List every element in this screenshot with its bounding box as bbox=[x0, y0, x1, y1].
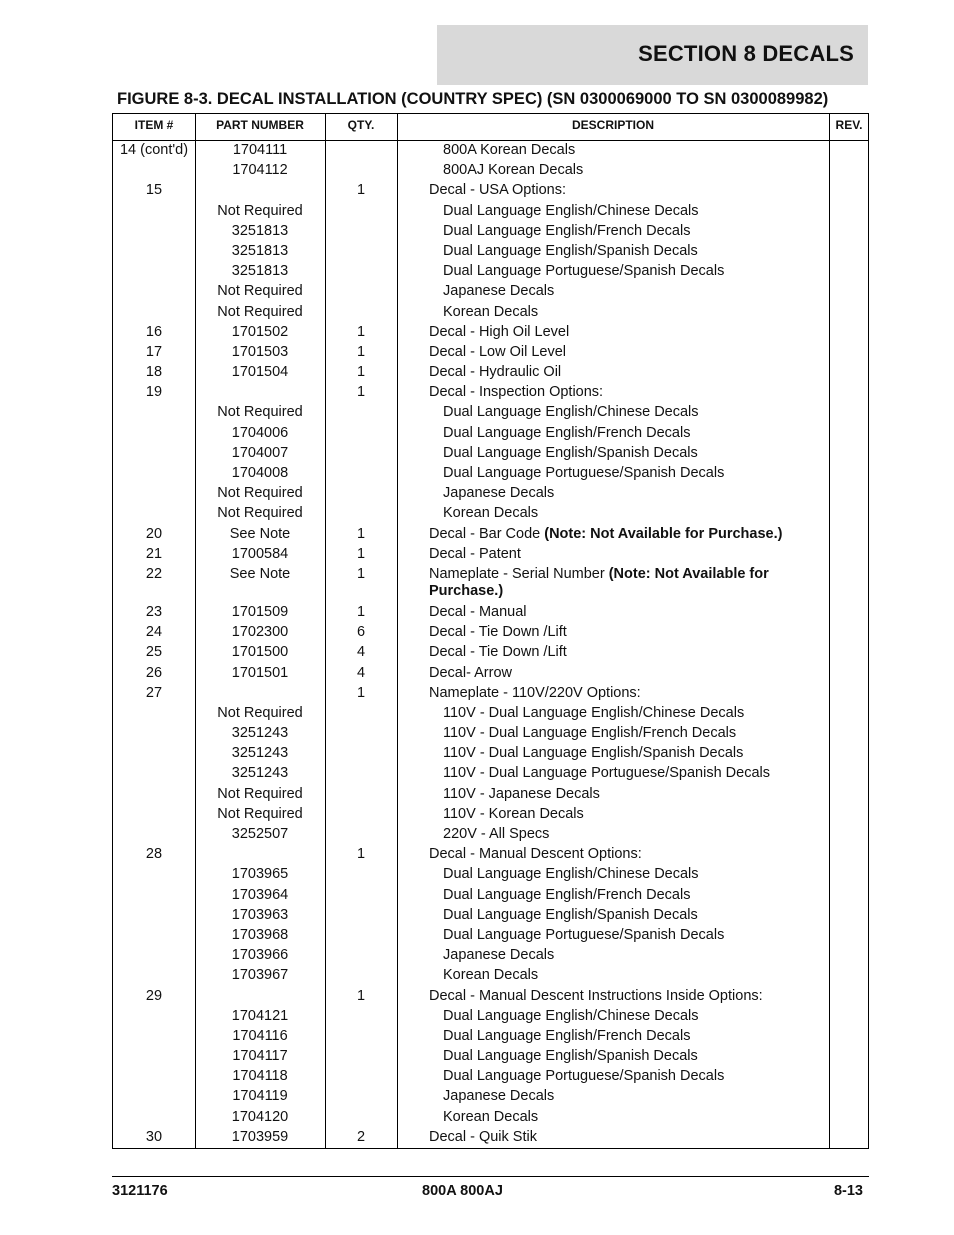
table-row bbox=[113, 987, 868, 1007]
table-row bbox=[113, 664, 868, 684]
part-number: Not Required bbox=[217, 283, 303, 300]
table-row bbox=[113, 545, 868, 565]
description bbox=[443, 464, 843, 483]
table-row bbox=[113, 383, 868, 403]
part-number: 1703959 bbox=[231, 1128, 289, 1145]
table-row bbox=[113, 161, 868, 181]
footer-model: 800A 800AJ bbox=[422, 1183, 503, 1199]
part-number: 3251243 bbox=[231, 725, 289, 742]
table-row bbox=[113, 785, 868, 805]
part-number: 1704112 bbox=[232, 162, 288, 179]
description-text: Decal - Manual Descent Instructions Inside Options: bbox=[429, 987, 763, 1004]
table-row bbox=[113, 1047, 868, 1067]
part-number: 1701502 bbox=[231, 323, 289, 340]
table-row bbox=[113, 845, 868, 865]
section-banner bbox=[437, 25, 868, 85]
table-row bbox=[113, 865, 868, 885]
description-text: 800A Korean Decals bbox=[443, 142, 576, 158]
table-row bbox=[113, 504, 868, 524]
description bbox=[429, 323, 829, 342]
part-number: 1703965 bbox=[231, 866, 289, 883]
description bbox=[429, 525, 829, 544]
part-number: 3251243 bbox=[231, 745, 289, 762]
part-number: 3251813 bbox=[231, 263, 289, 280]
table-row bbox=[113, 926, 868, 946]
description bbox=[443, 946, 843, 965]
description-text: Dual Language Portuguese/Spanish Decals bbox=[443, 465, 725, 481]
table-row bbox=[113, 242, 868, 262]
table-row bbox=[113, 403, 868, 423]
description-text: 110V - Japanese Decals bbox=[443, 785, 600, 802]
part-number: 1701504 bbox=[231, 364, 289, 381]
part-number: 1704119 bbox=[232, 1088, 288, 1105]
description bbox=[443, 1087, 843, 1106]
description bbox=[443, 504, 843, 523]
description-text: Dual Language English/Chinese Decals bbox=[443, 866, 699, 883]
description bbox=[443, 825, 843, 844]
description-text: Decal - Tie Down /Lift bbox=[429, 624, 567, 641]
table-row bbox=[113, 565, 868, 603]
description-text: Decal - USA Options: bbox=[429, 182, 566, 199]
part-number: 3252507 bbox=[231, 826, 289, 842]
description-text: Dual Language English/French Decals bbox=[443, 886, 691, 903]
item-number: 25 bbox=[145, 644, 163, 661]
header-item: ITEM # bbox=[134, 118, 174, 132]
table-row bbox=[113, 323, 868, 343]
part-number: Not Required bbox=[217, 805, 303, 822]
table-row bbox=[113, 684, 868, 704]
description-text: Decal - Hydraulic Oil bbox=[429, 364, 562, 381]
part-number: Not Required bbox=[217, 485, 303, 502]
description bbox=[443, 262, 843, 281]
part-number: 1701500 bbox=[231, 644, 289, 661]
part-number: 1704111 bbox=[232, 142, 288, 158]
figure-title: FIGURE 8-3. DECAL INSTALLATION (COUNTRY SPEC) (SN 0300069000 TO SN 0300089982) bbox=[117, 90, 829, 108]
description-text: Decal - Inspection Options: bbox=[429, 384, 604, 401]
table-row bbox=[113, 966, 868, 986]
description bbox=[429, 623, 829, 642]
item-number: 24 bbox=[145, 624, 163, 641]
description bbox=[443, 202, 843, 221]
part-number: See Note bbox=[229, 525, 291, 542]
description bbox=[443, 724, 843, 743]
part-number: 3251243 bbox=[231, 765, 289, 782]
item-number: 26 bbox=[145, 664, 163, 681]
item-number: 30 bbox=[145, 1128, 163, 1145]
item-number: 29 bbox=[145, 987, 163, 1004]
description-text: Decal - Patent bbox=[429, 545, 521, 562]
part-number: Not Required bbox=[217, 704, 303, 721]
quantity: 1 bbox=[356, 182, 366, 199]
description bbox=[443, 484, 843, 503]
description bbox=[443, 744, 843, 763]
description-text: Dual Language English/Spanish Decals bbox=[443, 1048, 698, 1065]
description-text: Japanese Decals bbox=[443, 947, 555, 964]
part-number: 1704120 bbox=[231, 1108, 289, 1125]
description-text: Nameplate - 110V/220V Options: bbox=[429, 684, 641, 701]
description bbox=[429, 1128, 829, 1147]
quantity: 1 bbox=[356, 846, 366, 863]
description bbox=[443, 222, 843, 241]
item-number: 16 bbox=[145, 323, 163, 340]
header-part-number: PART NUMBER bbox=[216, 118, 304, 132]
description-note: (Note: Not Available for Purchase.) bbox=[429, 565, 769, 600]
part-number: 1704008 bbox=[231, 465, 289, 481]
description bbox=[443, 303, 843, 322]
part-number: 1704007 bbox=[231, 444, 289, 461]
description-text: 110V - Korean Decals bbox=[443, 805, 584, 822]
description bbox=[443, 1027, 843, 1046]
description bbox=[443, 141, 843, 160]
table-row bbox=[113, 262, 868, 282]
description bbox=[429, 363, 829, 382]
part-number: See Note bbox=[229, 565, 291, 582]
description-text: Dual Language Portuguese/Spanish Decals bbox=[443, 263, 725, 280]
header-rev: REV. bbox=[835, 118, 863, 132]
description bbox=[429, 643, 829, 662]
table-row bbox=[113, 181, 868, 201]
description bbox=[429, 845, 829, 864]
part-number: 1702300 bbox=[231, 624, 289, 641]
description-text: Japanese Decals bbox=[443, 1088, 555, 1105]
part-number: Not Required bbox=[217, 404, 303, 421]
table-row bbox=[113, 744, 868, 764]
table-row bbox=[113, 623, 868, 643]
description-text: Dual Language English/Spanish Decals bbox=[443, 242, 698, 259]
description bbox=[443, 424, 843, 443]
part-number: 1703964 bbox=[231, 886, 289, 903]
table-row bbox=[113, 1087, 868, 1107]
table-row bbox=[113, 764, 868, 784]
part-number: Not Required bbox=[217, 785, 303, 802]
item-number: 19 bbox=[145, 384, 163, 401]
item-number: 27 bbox=[145, 684, 163, 701]
table-row bbox=[113, 603, 868, 623]
description-text: Dual Language Portuguese/Spanish Decals bbox=[443, 926, 725, 943]
part-number: 1701501 bbox=[231, 664, 289, 681]
item-number: 17 bbox=[145, 343, 163, 360]
table-row bbox=[113, 1067, 868, 1087]
description bbox=[429, 383, 829, 402]
description-text: Korean Decals bbox=[443, 1108, 539, 1125]
part-number: 1701503 bbox=[231, 343, 289, 360]
description-text: Korean Decals bbox=[443, 505, 539, 522]
description bbox=[429, 664, 829, 683]
quantity: 1 bbox=[356, 684, 366, 701]
section-title: SECTION 8 DECALS bbox=[638, 41, 854, 66]
footer-page-number: 8-13 bbox=[833, 1183, 863, 1199]
description bbox=[429, 545, 829, 564]
item-number: 14 (cont'd) bbox=[119, 142, 189, 158]
quantity: 1 bbox=[356, 545, 366, 562]
description bbox=[429, 565, 829, 601]
description-text: Dual Language English/Chinese Decals bbox=[443, 404, 699, 421]
footer-doc-number: 3121176 bbox=[112, 1183, 168, 1199]
part-number: 3251813 bbox=[231, 222, 289, 239]
description bbox=[429, 343, 829, 362]
part-number: 1704006 bbox=[231, 424, 289, 441]
description bbox=[443, 282, 843, 301]
description-text: Decal - High Oil Level bbox=[429, 323, 570, 340]
page-footer bbox=[112, 1176, 869, 1197]
quantity: 1 bbox=[356, 343, 366, 360]
part-number: 3251813 bbox=[231, 242, 289, 259]
item-number: 23 bbox=[145, 603, 163, 620]
description-note: (Note: Not Available for Purchase.) bbox=[544, 525, 783, 542]
part-number: 1704118 bbox=[232, 1068, 288, 1085]
table-row bbox=[113, 424, 868, 444]
quantity: 1 bbox=[356, 364, 366, 381]
table-row bbox=[113, 141, 868, 161]
part-number: Not Required bbox=[217, 303, 303, 320]
table-row bbox=[113, 464, 868, 484]
item-number: 22 bbox=[145, 565, 163, 582]
description bbox=[443, 785, 843, 804]
item-number: 15 bbox=[145, 182, 163, 199]
item-number: 18 bbox=[145, 364, 163, 381]
description-text: Decal - Bar Code bbox=[429, 525, 545, 542]
table-row bbox=[113, 343, 868, 363]
table-row bbox=[113, 282, 868, 302]
description bbox=[429, 603, 829, 622]
part-number: 1704121 bbox=[231, 1007, 289, 1024]
description-text: Dual Language English/French Decals bbox=[443, 424, 691, 441]
description bbox=[443, 805, 843, 824]
description bbox=[429, 684, 829, 703]
table-row bbox=[113, 1007, 868, 1027]
table-row bbox=[113, 484, 868, 504]
table-row bbox=[113, 1128, 868, 1148]
quantity: 6 bbox=[356, 624, 366, 641]
description-text: Dual Language English/French Decals bbox=[443, 222, 691, 239]
quantity: 4 bbox=[356, 664, 366, 681]
description-text: 110V - Dual Language English/French Decals bbox=[443, 725, 737, 742]
description-text: 110V - Dual Language English/Chinese Decals bbox=[443, 704, 745, 721]
description-text: Decal - Tie Down /Lift bbox=[429, 644, 567, 661]
table-row bbox=[113, 444, 868, 464]
description-text: Decal - Manual Descent Options: bbox=[429, 846, 642, 863]
description bbox=[443, 906, 843, 925]
quantity: 1 bbox=[356, 603, 366, 620]
description-text: Nameplate - Serial Number bbox=[429, 565, 609, 582]
description-text: 220V - All Specs bbox=[443, 826, 550, 842]
table-row bbox=[113, 886, 868, 906]
part-number: 1704116 bbox=[232, 1027, 288, 1044]
quantity: 2 bbox=[356, 1128, 366, 1145]
header-description: DESCRIPTION bbox=[571, 118, 654, 132]
table-row bbox=[113, 643, 868, 663]
description-text: 110V - Dual Language English/Spanish Decals bbox=[443, 745, 744, 762]
table-row bbox=[113, 1027, 868, 1047]
table-row bbox=[113, 222, 868, 242]
quantity: 1 bbox=[356, 987, 366, 1004]
part-number: 1703967 bbox=[231, 967, 289, 984]
parts-table bbox=[112, 113, 869, 1149]
description-text: Korean Decals bbox=[443, 303, 539, 320]
description bbox=[443, 242, 843, 261]
part-number: 1700584 bbox=[231, 545, 289, 562]
description bbox=[443, 1007, 843, 1026]
table-row bbox=[113, 303, 868, 323]
description-text: Dual Language Portuguese/Spanish Decals bbox=[443, 1068, 725, 1085]
description bbox=[443, 926, 843, 945]
description-text: Dual Language English/Chinese Decals bbox=[443, 1007, 699, 1024]
description bbox=[443, 444, 843, 463]
item-number: 20 bbox=[145, 525, 163, 542]
description-text: Dual Language English/Spanish Decals bbox=[443, 444, 698, 461]
table-body bbox=[113, 141, 868, 1148]
description bbox=[443, 403, 843, 422]
part-number: 1703968 bbox=[231, 926, 289, 943]
header-qty: QTY. bbox=[347, 118, 375, 132]
description-text: Decal- Arrow bbox=[429, 664, 512, 681]
table-row bbox=[113, 202, 868, 222]
description-text: Decal - Quik Stik bbox=[429, 1128, 537, 1145]
description-text: Decal - Manual bbox=[429, 603, 527, 620]
table-row bbox=[113, 525, 868, 545]
description-text: 110V - Dual Language Portuguese/Spanish Decals bbox=[443, 765, 771, 782]
quantity: 1 bbox=[356, 525, 366, 542]
table-row bbox=[113, 704, 868, 724]
description-text: Japanese Decals bbox=[443, 283, 555, 300]
description-text: Dual Language English/French Decals bbox=[443, 1027, 691, 1044]
description-text: Korean Decals bbox=[443, 967, 539, 984]
description bbox=[443, 764, 843, 783]
description bbox=[443, 886, 843, 905]
part-number: 1701509 bbox=[231, 603, 289, 620]
description bbox=[443, 966, 843, 985]
description-text: Dual Language English/Chinese Decals bbox=[443, 202, 699, 219]
description bbox=[443, 1108, 843, 1127]
table-row bbox=[113, 363, 868, 383]
quantity: 1 bbox=[356, 384, 366, 401]
table-row bbox=[113, 946, 868, 966]
part-number: Not Required bbox=[217, 202, 303, 219]
part-number: Not Required bbox=[217, 505, 303, 522]
description bbox=[443, 704, 843, 723]
description bbox=[443, 1067, 843, 1086]
item-number: 21 bbox=[145, 545, 163, 562]
table-row bbox=[113, 805, 868, 825]
table-row bbox=[113, 906, 868, 926]
description-text: Japanese Decals bbox=[443, 485, 555, 502]
description bbox=[429, 987, 829, 1006]
quantity: 1 bbox=[356, 323, 366, 340]
description bbox=[443, 1047, 843, 1066]
part-number: 1703963 bbox=[231, 906, 289, 923]
description bbox=[443, 161, 843, 180]
description-text: 800AJ Korean Decals bbox=[443, 162, 584, 179]
quantity: 1 bbox=[356, 565, 366, 582]
description-text: Dual Language English/Spanish Decals bbox=[443, 906, 698, 923]
table-row bbox=[113, 1108, 868, 1128]
table-row bbox=[113, 825, 868, 845]
description-text: Decal - Low Oil Level bbox=[429, 343, 566, 360]
description bbox=[443, 865, 843, 884]
part-number: 1703966 bbox=[231, 947, 289, 964]
quantity: 4 bbox=[356, 644, 366, 661]
item-number: 28 bbox=[145, 846, 163, 863]
description bbox=[429, 181, 829, 200]
part-number: 1704117 bbox=[232, 1048, 288, 1065]
table-row bbox=[113, 724, 868, 744]
